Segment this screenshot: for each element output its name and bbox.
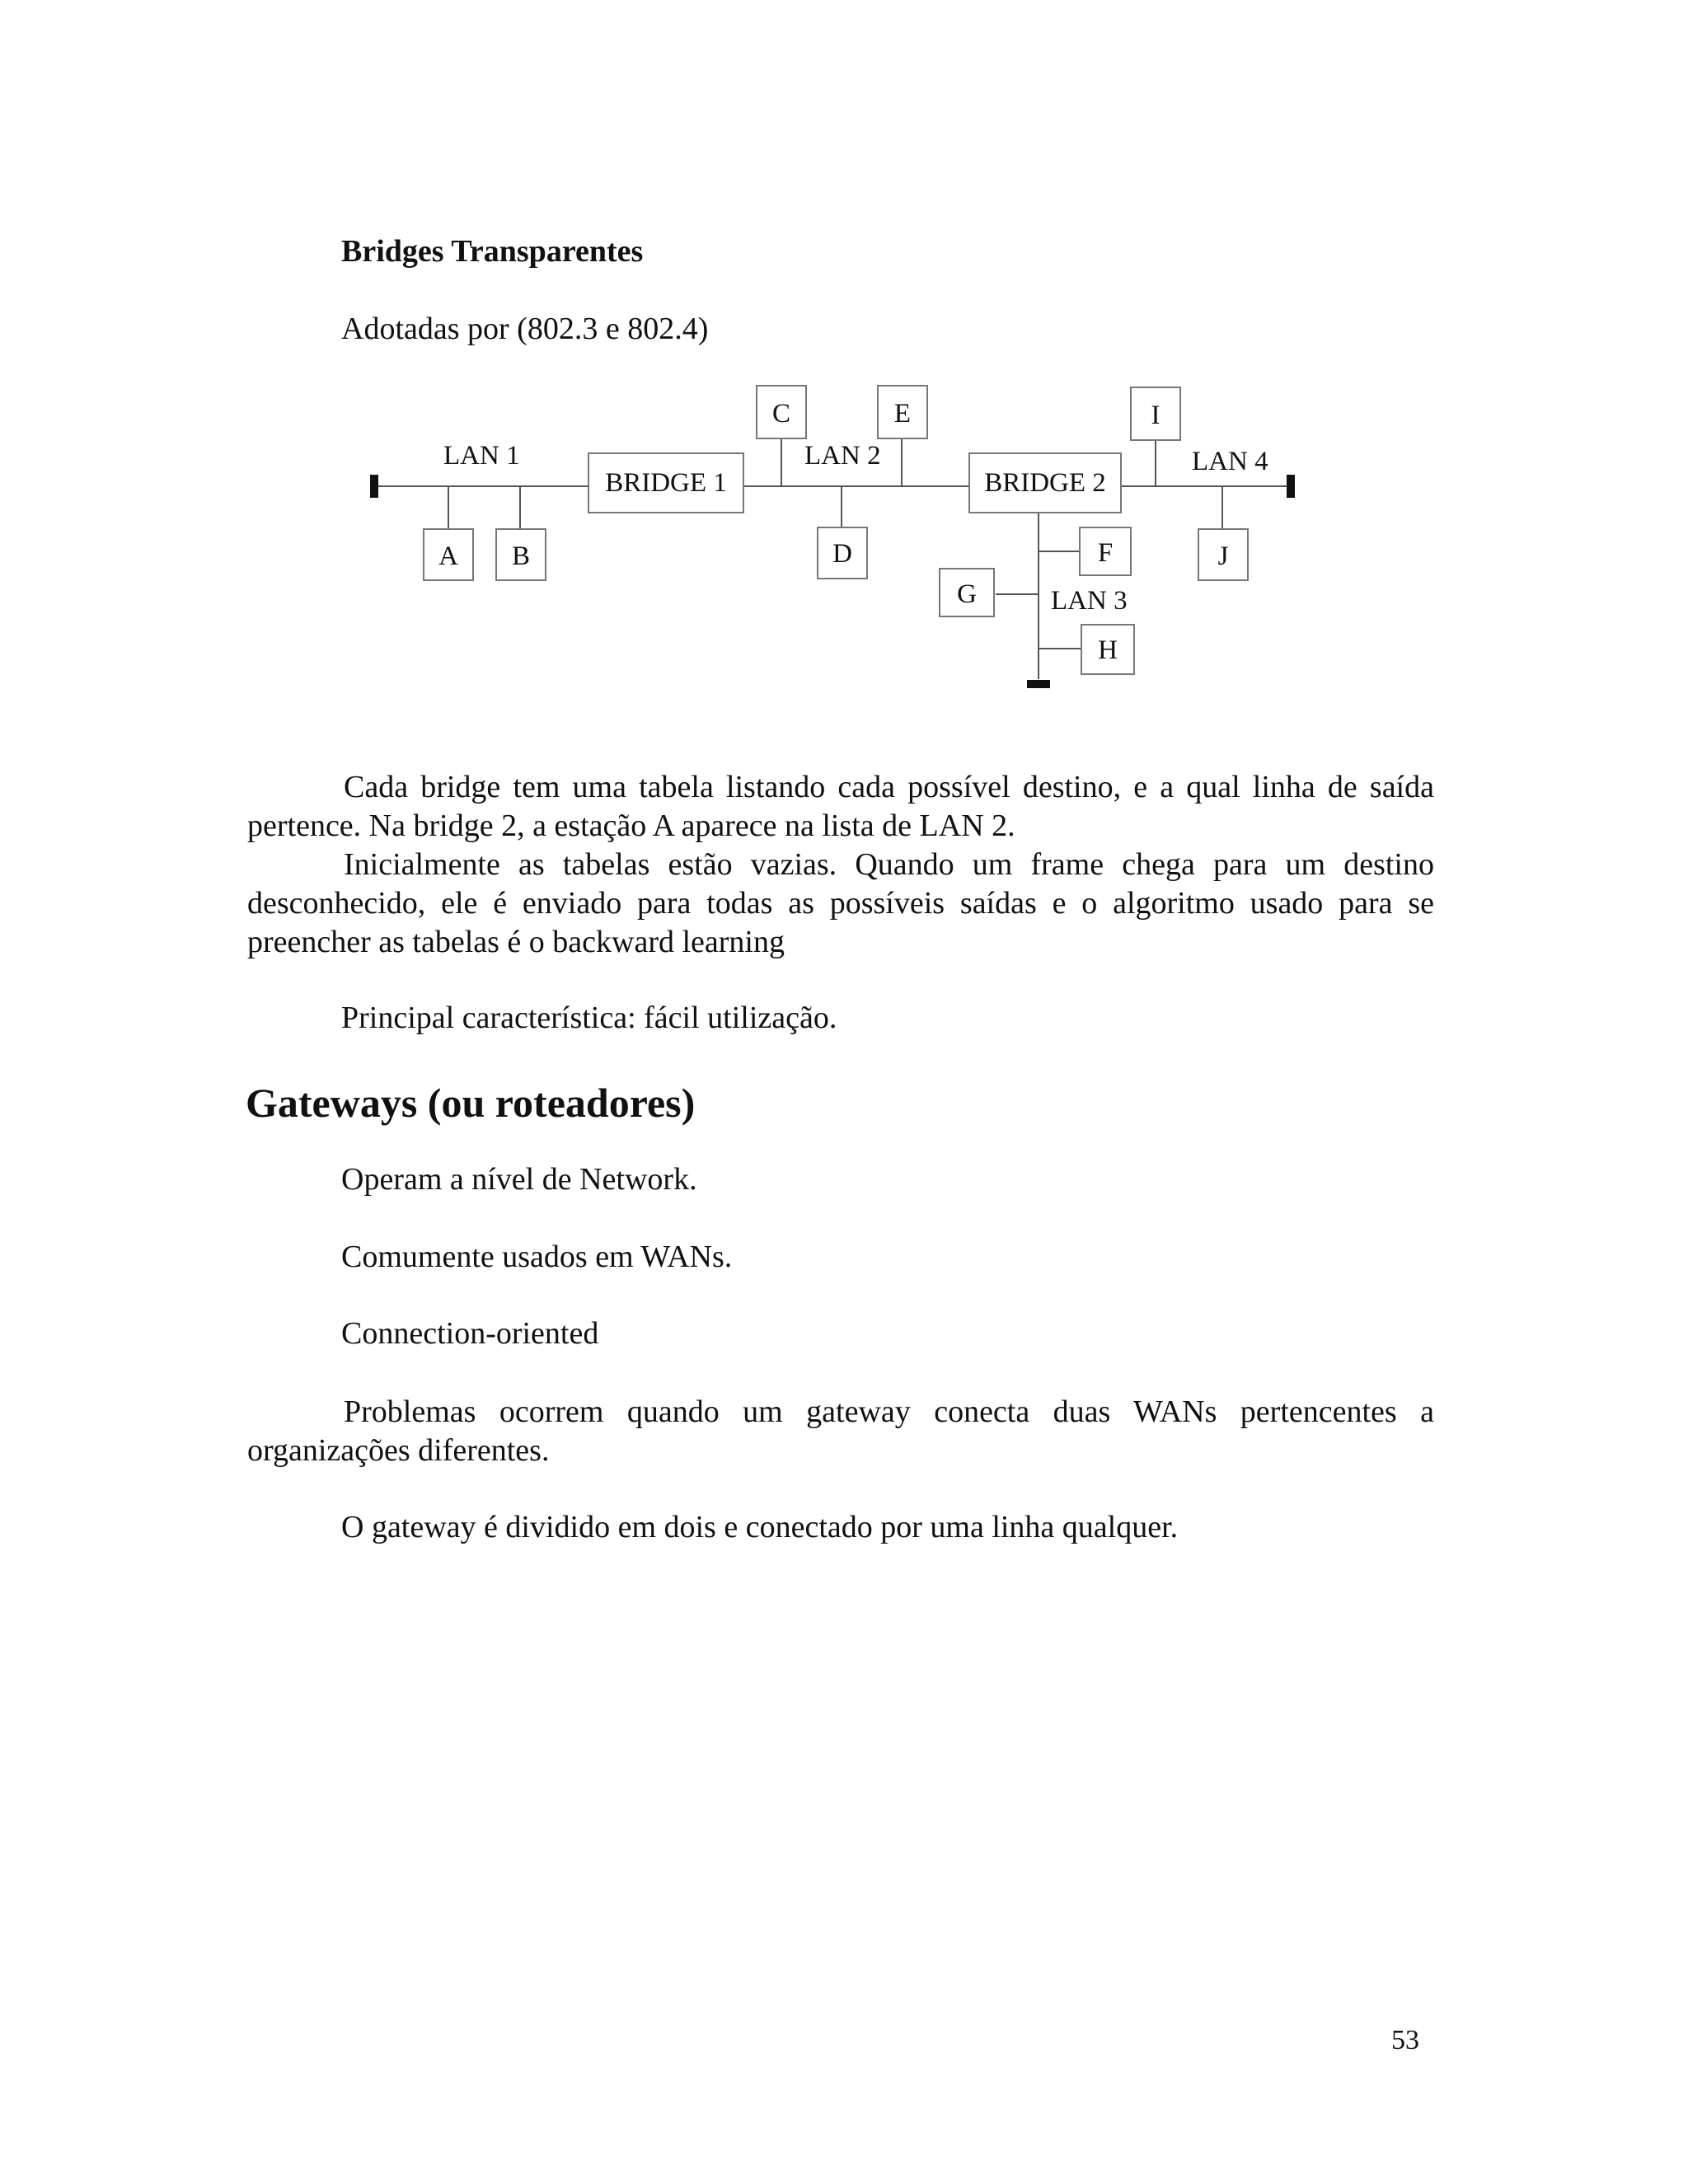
station-c-label: C bbox=[771, 399, 791, 429]
station-j-label: J bbox=[1217, 541, 1229, 571]
lan2-label: LAN 2 bbox=[804, 441, 881, 471]
gateways-line-3: Connection-oriented bbox=[341, 1316, 599, 1351]
station-f-label: F bbox=[1097, 538, 1114, 568]
adopted-text: Adotadas por (802.3 e 802.4) bbox=[341, 312, 709, 346]
principal-text: Principal característica: fácil utilização. bbox=[341, 1001, 837, 1035]
bridge-diagram bbox=[0, 0, 1688, 742]
lan3-label: LAN 3 bbox=[1051, 586, 1128, 616]
section-title: Bridges Transparentes bbox=[341, 234, 644, 269]
station-d-label: D bbox=[832, 539, 852, 569]
gateways-line-5: O gateway é dividido em dois e conectado por uma linha qualquer. bbox=[341, 1510, 1179, 1544]
station-b-label: B bbox=[511, 541, 531, 571]
gateways-line-2: Comumente usados em WANs. bbox=[341, 1240, 733, 1274]
paragraph-2: Inicialmente as tabelas estão vazias. Quando um frame chega para um destino desconhecido, ele é enviado para todas as possíveis saídas e o algoritmo usado para se preencher as tabelas é o backward learning bbox=[247, 847, 1434, 959]
bridge1-label: BRIDGE 1 bbox=[605, 468, 727, 498]
gateways-heading: Gateways (ou roteadores) bbox=[246, 1080, 696, 1126]
station-e-label: E bbox=[893, 399, 912, 429]
lan4-terminator bbox=[1287, 475, 1295, 498]
lan1-terminator bbox=[370, 475, 378, 498]
station-a-label: A bbox=[438, 541, 458, 571]
lan1-label: LAN 1 bbox=[443, 441, 520, 471]
paragraph-1: Cada bridge tem uma tabela listando cada possível destino, e a qual linha de saída pertence. Na bridge 2, a estação A aparece na lista de LAN 2. bbox=[247, 770, 1434, 843]
lan3-terminator bbox=[1027, 680, 1050, 688]
gateways-line-1: Operam a nível de Network. bbox=[341, 1162, 697, 1197]
lan4-label: LAN 4 bbox=[1192, 447, 1268, 476]
station-i-label: I bbox=[1151, 401, 1160, 430]
page-number: 53 bbox=[1391, 2025, 1419, 2055]
station-h-label: H bbox=[1098, 635, 1118, 665]
gateways-paragraph: Problemas ocorrem quando um gateway conecta duas WANs pertencentes a organizações diferentes. bbox=[247, 1394, 1434, 1468]
bridge2-label: BRIDGE 2 bbox=[984, 468, 1106, 498]
station-g-label: G bbox=[957, 579, 977, 609]
